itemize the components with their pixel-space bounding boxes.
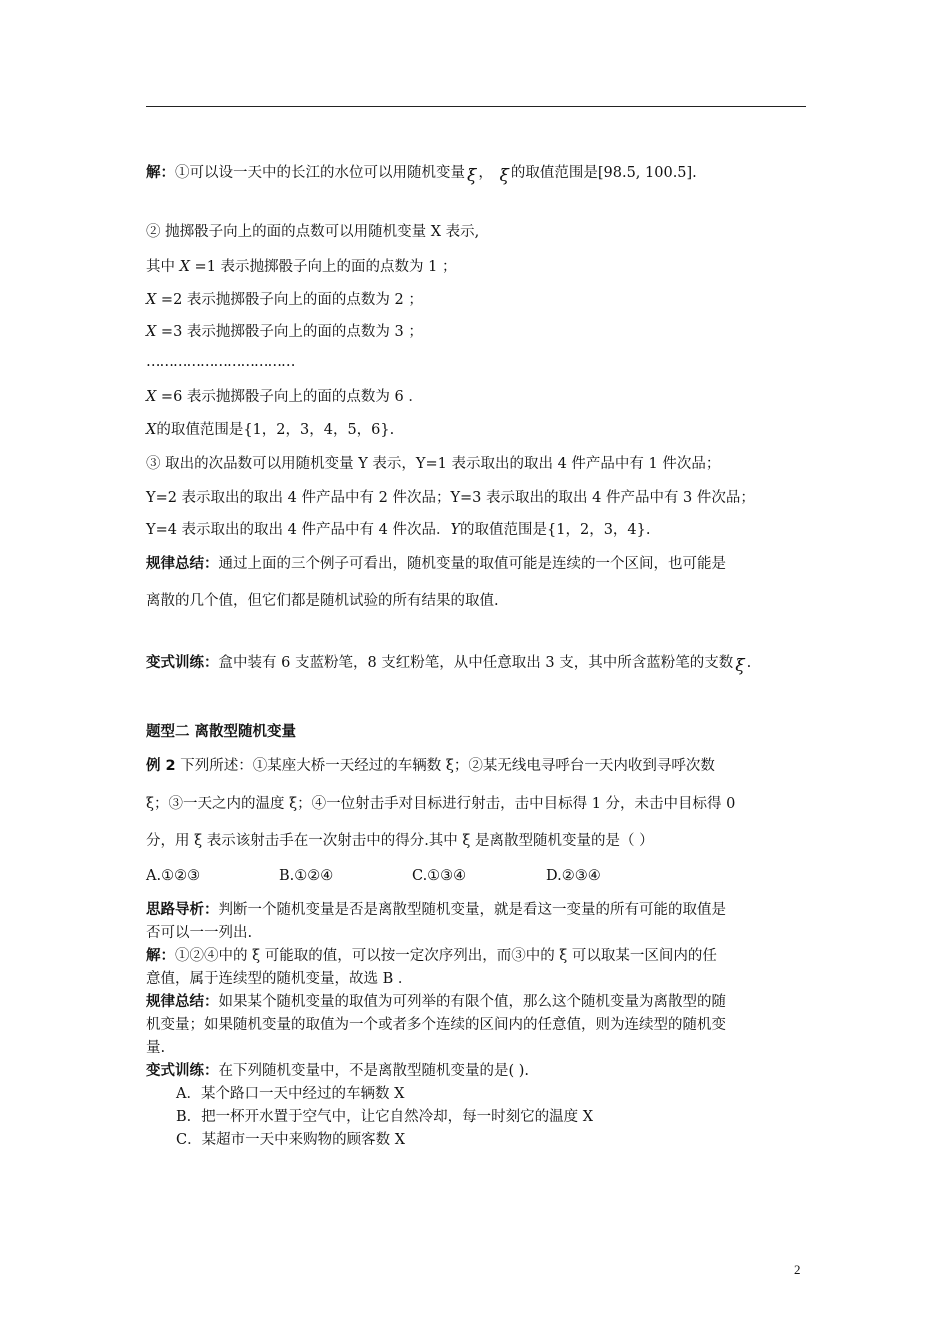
solution1-line: 解：①可以设一天中的长江的水位可以用随机变量 ξ ， ξ 的取值范围是[98.5, 100.5]. — [146, 165, 697, 186]
dice-line-1: ② 抛掷骰子向上的面的点数可以用随机变量 X 表示, — [146, 224, 480, 240]
defects-line-1: ③ 取出的次品数可以用随机变量 Y 表示，Y=1 表示取出的取出 4 件产品中有 1 件次品； — [146, 456, 721, 472]
header-rule — [146, 106, 806, 107]
practice2-choice-c: C．某超市一天中来购物的顾客数 X — [176, 1132, 406, 1148]
page-number: 2 — [794, 1262, 801, 1277]
summary1-line-2: 离散的几个值，但它们都是随机试验的所有结果的取值. — [146, 593, 499, 609]
practice2-choice-a: A．某个路口一天中经过的车辆数 X — [176, 1086, 405, 1102]
example2-line-2: ξ；③一天之内的温度 ξ；④一位射击手对目标进行射击，击中目标得 1 分，未击中目标得 0 — [146, 796, 736, 812]
summary2-line-2: 机变量；如果随机变量的取值为一个或者多个连续的区间内的任意值，则为连续型的随机变 — [146, 1017, 726, 1033]
example2-line-3: 分，用 ξ 表示该射击手在一次射击中的得分.其中 ξ 是离散型随机变量的是（ ） — [146, 833, 654, 849]
practice1-line: 变式训练：盒中装有 6 支蓝粉笔，8 支红粉笔，从中任意取出 3 支，其中所含蓝粉笔的支数 ξ . — [146, 655, 752, 676]
option-b: B.①②④ — [279, 868, 334, 884]
dice-line-2: 其中 X =1 表示抛掷骰子向上的面的点数为 1 ； — [146, 259, 457, 275]
solution-label: 解： — [146, 165, 175, 181]
defects-line-3: Y=4 表示取出的取出 4 件产品中有 4 件次品．Y的取值范围是{1，2，3，4}. — [146, 522, 651, 538]
summary2-line-1: 规律总结：如果某个随机变量的取值为可列举的有限个值，那么这个随机变量为离散型的随 — [146, 994, 726, 1010]
example-label: 例 2 — [146, 758, 176, 774]
practice-label: 变式训练： — [146, 655, 219, 671]
summary-label: 规律总结： — [146, 994, 219, 1010]
xi-symbol: ξ — [735, 656, 745, 676]
solution2-line-2: 意值，属于连续型的随机变量，故选 B ． — [146, 971, 413, 987]
option-c: C.①③④ — [412, 868, 467, 884]
section-title: 题型二 离散型随机变量 — [146, 724, 297, 740]
summary2-line-3: 量. — [146, 1040, 166, 1056]
option-d: D.②③④ — [546, 868, 601, 884]
practice2-question: 变式训练：在下列随机变量中，不是离散型随机变量的是( ). — [146, 1063, 530, 1079]
defects-line-2: Y=2 表示取出的取出 4 件产品中有 2 件次品；Y=3 表示取出的取出 4 件产品中有 3 件次品； — [146, 490, 755, 506]
ellipsis-line: …………………………… — [146, 354, 295, 370]
guide-line-2: 否可以一一列出. — [146, 925, 253, 941]
option-a: A.①②③ — [146, 868, 201, 884]
summary1-line-1: 规律总结：通过上面的三个例子可看出，随机变量的取值可能是连续的一个区间，也可能是 — [146, 556, 726, 572]
summary-label: 规律总结： — [146, 556, 219, 572]
dice-line-4: X =3 表示抛掷骰子向上的面的点数为 3 ； — [146, 324, 423, 340]
dice-line-6: X =6 表示抛掷骰子向上的面的点数为 6 ． — [146, 389, 423, 405]
solution-label: 解： — [146, 948, 175, 964]
practice2-choice-b: B．把一杯开水置于空气中，让它自然冷却，每一时刻它的温度 X — [176, 1109, 594, 1125]
practice-label: 变式训练： — [146, 1063, 219, 1079]
xi-symbol: ξ — [499, 166, 509, 186]
xi-symbol: ξ — [467, 166, 477, 186]
solution2-line-1: 解：①②④中的 ξ 可能取的值，可以按一定次序列出，而③中的 ξ 可以取某一区间内的任 — [146, 948, 717, 964]
guide-line-1: 思路导析：判断一个随机变量是否是离散型随机变量，就是看这一变量的所有可能的取值是 — [146, 902, 726, 918]
dice-line-3: X =2 表示抛掷骰子向上的面的点数为 2 ； — [146, 292, 423, 308]
example2-line-1: 例 2 下列所述：①某座大桥一天经过的车辆数 ξ；②某无线电寻呼台一天内收到寻呼次数 — [146, 758, 715, 774]
guide-label: 思路导析： — [146, 902, 219, 918]
dice-range: X的取值范围是{1，2，3，4，5，6}. — [146, 422, 395, 438]
